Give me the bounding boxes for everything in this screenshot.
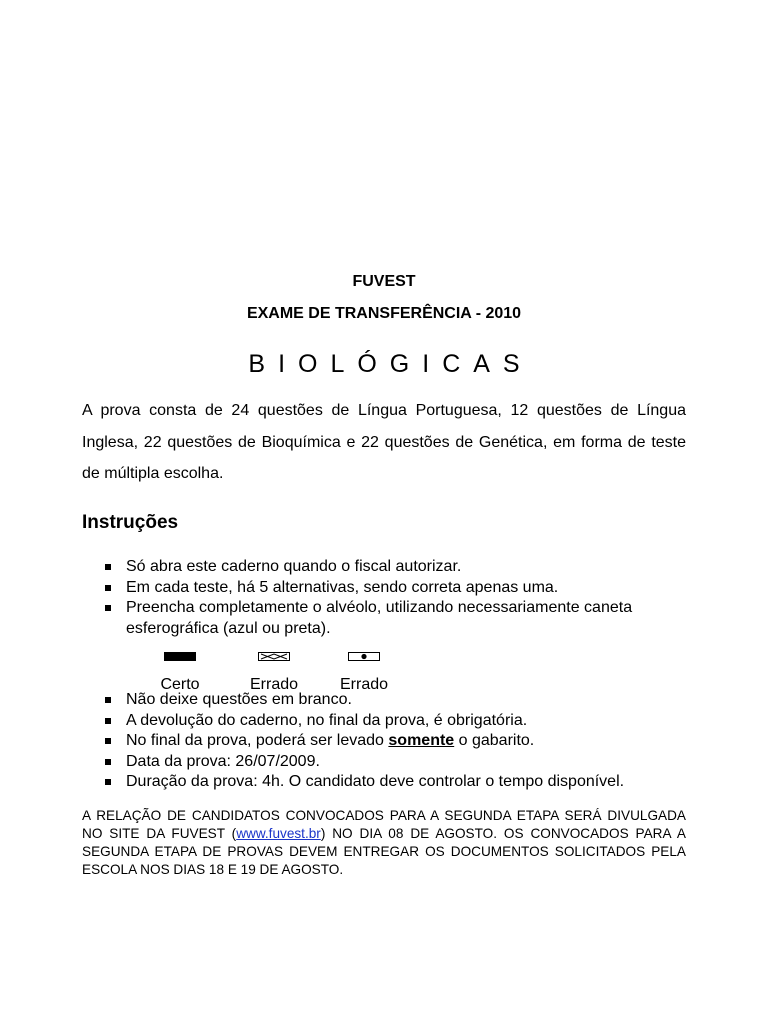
bullet-square-icon: [105, 759, 111, 765]
list-item: Data da prova: 26/07/2009.: [82, 752, 692, 773]
exam-title: EXAME DE TRANSFERÊNCIA - 2010: [246, 305, 522, 322]
bullet-square-icon: [105, 779, 111, 785]
instructions-list-top: [82, 557, 692, 639]
instructions-heading: Instruções: [82, 512, 179, 533]
emphasis-somente: somente: [388, 732, 455, 749]
bullet-square-icon: [105, 605, 111, 611]
instructions-list-bottom: [82, 690, 692, 793]
bullet-square-icon: [105, 585, 111, 591]
list-item: Preencha completamente o alvéolo, utilizando necessariamente caneta esferográfica (azul ou preta).: [82, 598, 692, 639]
dotted-bubble-icon: [348, 651, 380, 663]
exam-org-title: FUVEST: [352, 273, 416, 290]
list-item: A devolução do caderno, no final da prova, é obrigatória.: [82, 711, 692, 732]
bullet-square-icon: [105, 738, 111, 744]
mark-example-crossed: Errado: [229, 650, 319, 694]
list-item: No final da prova, poderá ser levado somente o gabarito.: [82, 731, 692, 752]
exam-description: A prova consta de 24 questões de Língua Portuguesa, 12 questões de Língua Inglesa, 22 questões de Bioquímica e 22 questões de Genética, em forma de teste de múltipla escolha.: [82, 402, 686, 482]
exam-area-title: BIOLÓGICAS: [248, 350, 533, 378]
answer-mark-examples: [82, 650, 686, 693]
fuvest-site-link[interactable]: www.fuvest.br: [236, 826, 321, 841]
filled-bubble-icon: [164, 651, 196, 663]
list-item: Não deixe questões em branco.: [82, 690, 692, 711]
list-item: Duração da prova: 4h. O candidato deve controlar o tempo disponível.: [82, 772, 692, 793]
bullet-square-icon: [105, 697, 111, 703]
bullet-square-icon: [105, 564, 111, 570]
second-stage-notice: A RELAÇÃO DE CANDIDATOS CONVOCADOS PARA A SEGUNDA ETAPA SERÁ DIVULGADA NO SITE DA FUVEST (www.fuvest.br) NO DIA 08 DE AGOSTO. OS CONVOCADOS PARA A SEGUNDA ETAPA DE PROVAS DEVEM ENTREGAR OS DOCUMENTOS SOLICITADOS PELA ESCOLA NOS DIAS 18 E 19 DE AGOSTO.: [82, 808, 686, 877]
list-item: Em cada teste, há 5 alternativas, sendo correta apenas uma.: [82, 578, 692, 599]
mark-example-correct: Certo: [135, 650, 225, 694]
crossed-bubble-icon: [258, 651, 290, 663]
list-item: Só abra este caderno quando o fiscal autorizar.: [82, 557, 692, 578]
mark-example-dotted: Errado: [319, 650, 409, 694]
bullet-square-icon: [105, 718, 111, 724]
